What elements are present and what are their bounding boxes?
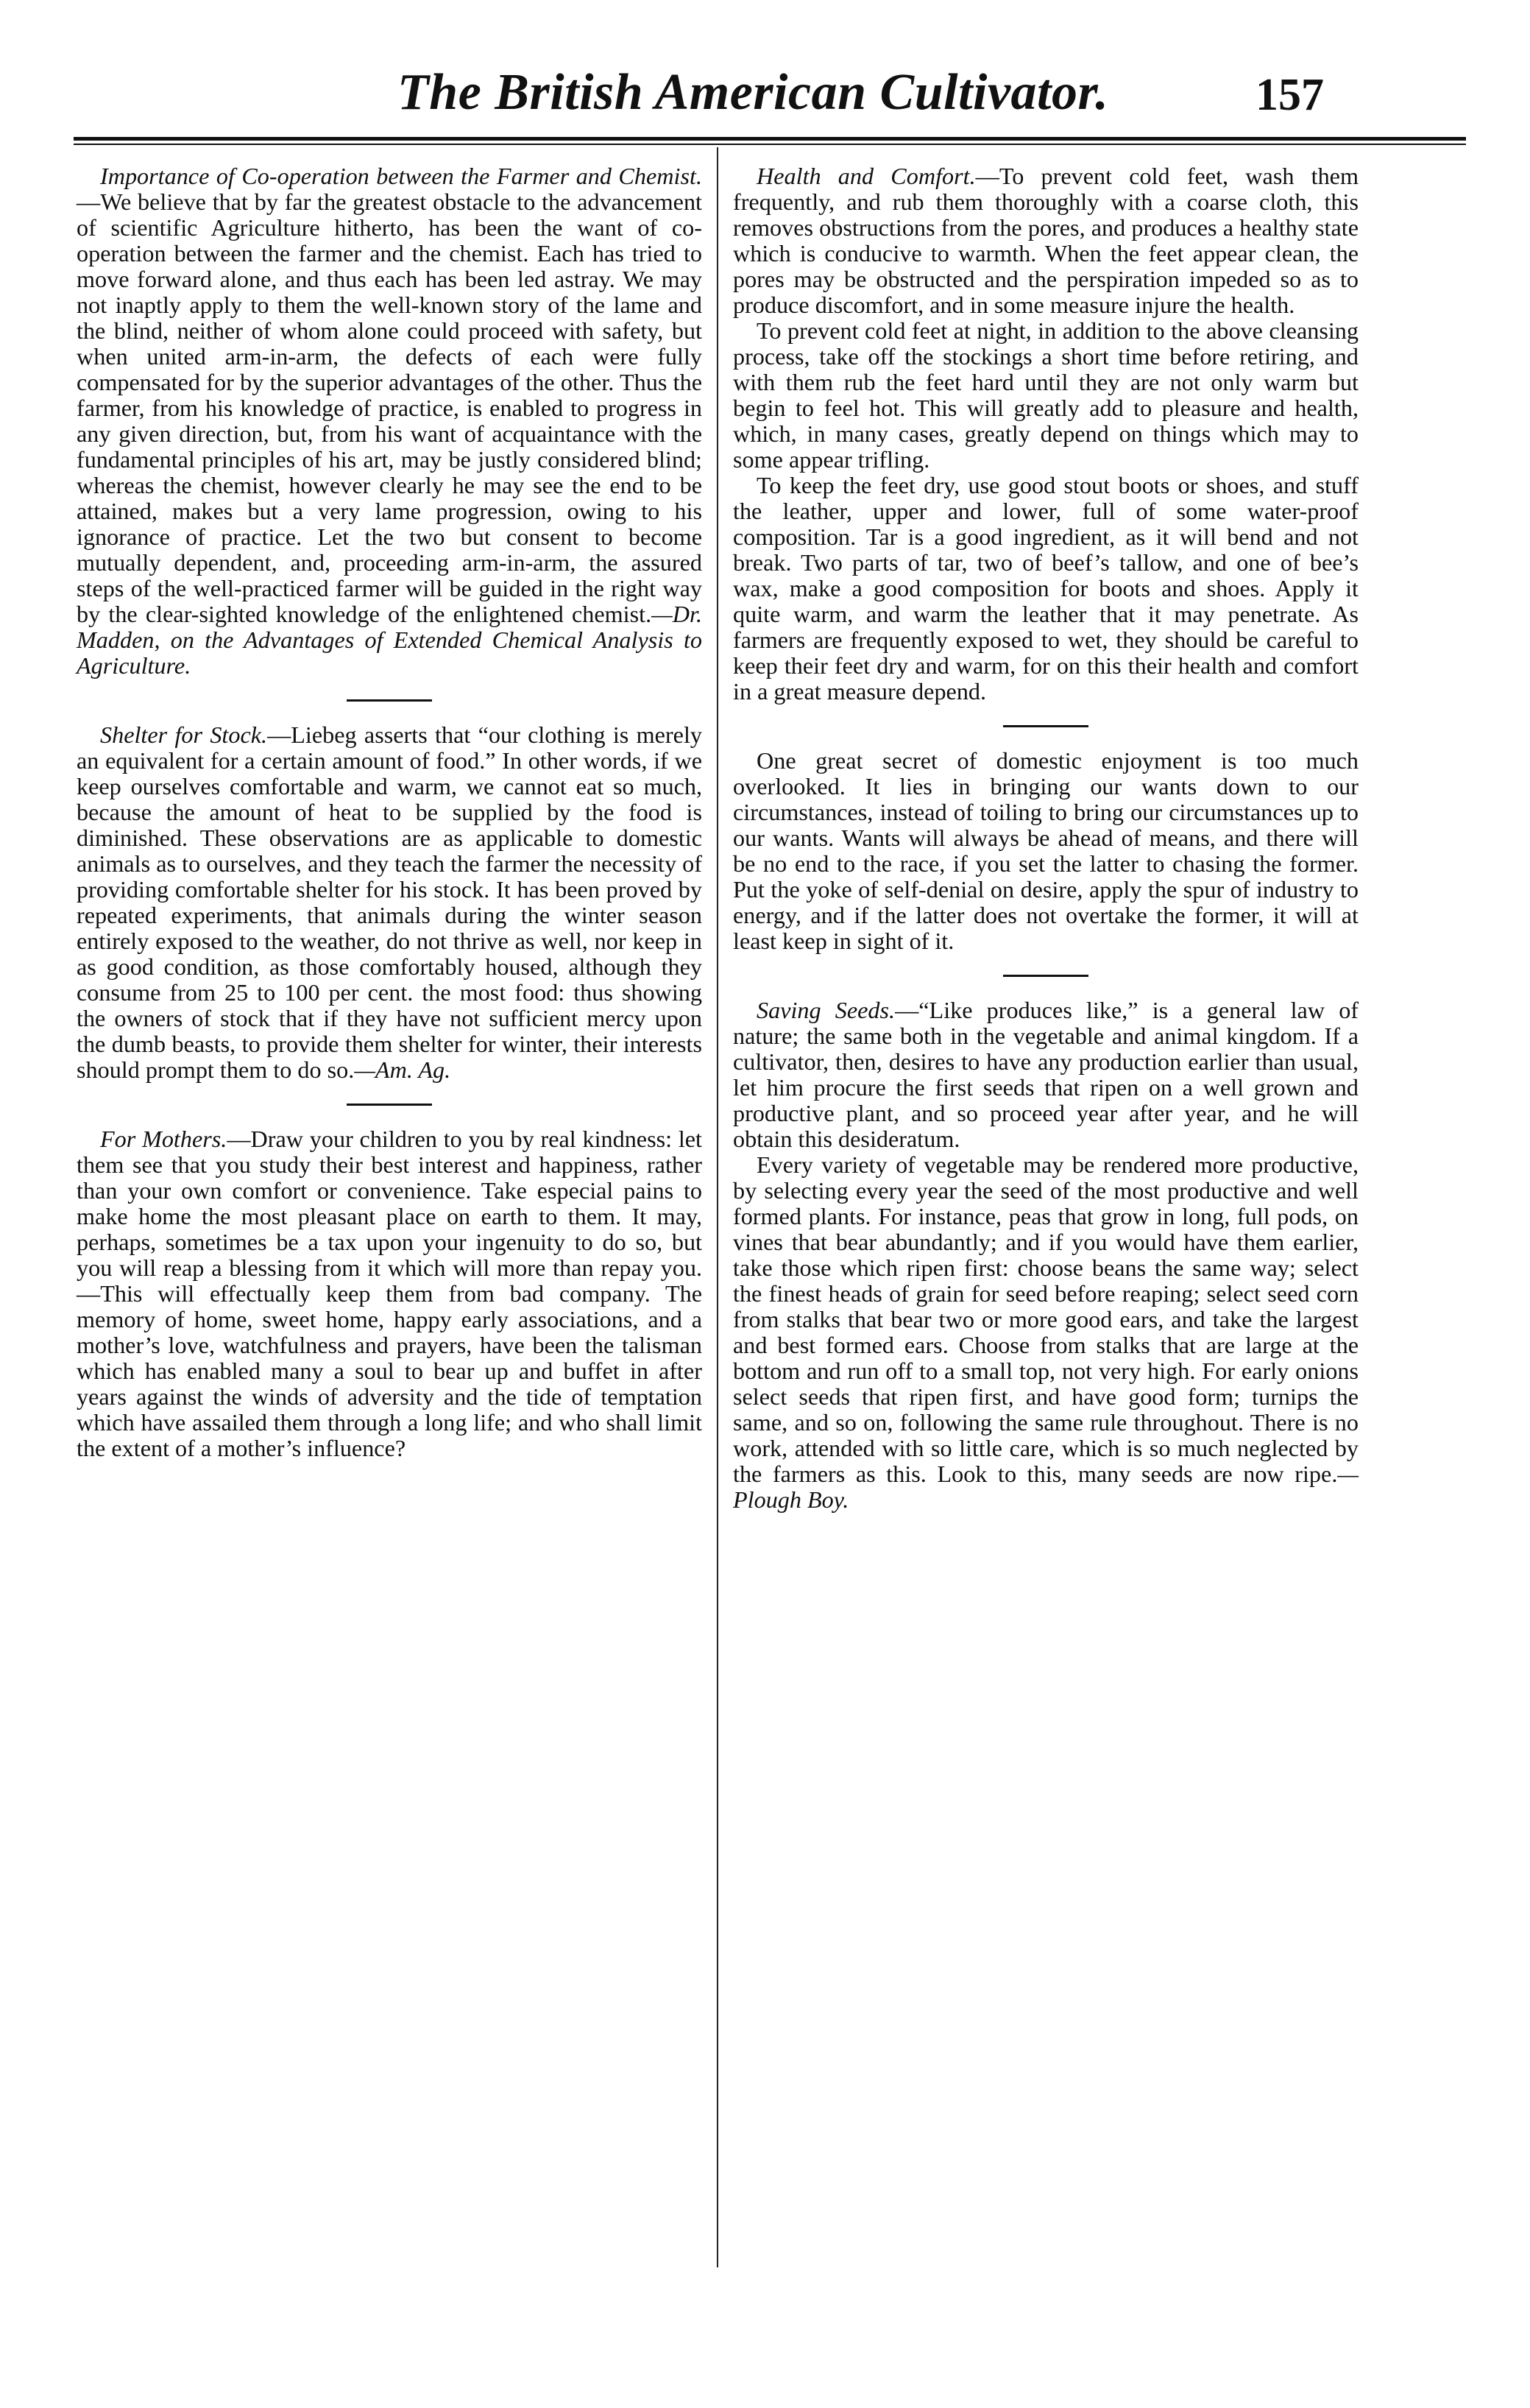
article-health [733, 163, 1359, 705]
right-column [733, 163, 1359, 1513]
article-seeds [733, 998, 1359, 1513]
article-health-body-1: —To prevent cold feet, wash them frequently, and rub them thoroughly with a coarse cloth, this removes obstructions from the pores, and produces a healthy state which is conducive to warmth. When the feet appear clean, the pores may be obstructed and the perspiration impeded so as to produce discomfort, and in some measure injure the health. [733, 163, 1359, 318]
article-seeds-attribution: —Plough Boy. [733, 1461, 1359, 1513]
article-health-title: Health and Comfort. [757, 163, 976, 189]
column-divider [717, 147, 718, 2267]
article-health-paragraph-3: To keep the feet dry, use good stout boots or shoes, and stuff the leather, upper and lower, full of some water-proof composition. Tar is a good ingredient, as it will bend and not break. Two parts of tar, two of beef’s tallow, and one of bee’s wax, make a good composition for boots and shoes. Apply it quite warm, and warm the leather that it may penetrate. As farmers are frequently exposed to wet, they should be careful to keep their feet dry and warm, for on this their health and comfort in a great measure depend. [733, 472, 1359, 705]
article-mothers [77, 1126, 702, 1461]
header-rule-thin [74, 144, 1466, 145]
article-health-paragraph-2: To prevent cold feet at night, in addition to the above cleansing process, take off the stockings a short time before retiring, and with them rub the feet hard until they are not only warm but begin to feel hot. This will greatly add to pleasure and health, which, in many cases, greatly depend on things which may to some appear trifling. [733, 317, 1359, 473]
article-mothers-title: For Mothers. [100, 1126, 227, 1152]
page-number: 157 [1255, 70, 1324, 120]
article-shelter [77, 722, 702, 1083]
article-cooperation-paragraph [77, 163, 702, 679]
article-seeds-body-2: Every variety of vegetable may be rendered more productive, by selecting every year the seed of the most productive and well formed plants. For instance, peas that grow in long, full pods, on vines that bear abundantly; and if you would have them earlier, take those which ripen first: choose beans the same way; select the finest heads of grain for seed before reaping; select seed corn from stalks that bear two or more good ears, and take the largest and best formed ears. Choose from stalks that are large at the bottom and run off to a small top, not very high. For early onions select seeds that ripen first, and have good form; turnips the same, and so on, following the same rule throughout. There is no work, attended with so little care, which is so much neglected by the farmers as this. Look to this, many seeds are now ripe. [733, 1151, 1359, 1487]
article-cooperation-body: —We believe that by far the greatest obstacle to the advancement of scientific Agriculture hitherto, has been the want of co-operation between the farmer and the chemist. Each has tried to move forward alone, and thus each has been led astray. We may not inaptly apply to them the well-known story of the lame and the blind, neither of whom alone could proceed with safety, but when united arm-in-arm, the defects of each were fully compensated for by the superior advantages of the other. Thus the farmer, from his knowledge of practice, is enabled to progress in any given direction, but, from his want of acquaintance with the fundamental principles of his art, may be justly considered blind; whereas the chemist, however clearly he may see the end to be attained, makes but a very lame progression, owing to his ignorance of practice. Let the two but consent to become mutually dependent, and, proceeding arm-in-arm, the assured steps of the well-practiced farmer will be guided in the right way by the clear-sighted knowledge of the enlightened chemist. [77, 188, 702, 627]
article-seeds-body-1: —“Like produces like,” is a general law of nature; the same both in the vegetable and animal kingdom. If a cultivator, then, desires to have any production earlier than usual, let him procure the first seeds that ripen on a well grown and productive plant, and so proceed year after year, and he will obtain this desideratum. [733, 997, 1359, 1152]
section-separator [1003, 975, 1088, 977]
article-seeds-paragraph-2 [733, 1152, 1359, 1513]
header-rule-thick [74, 137, 1466, 141]
article-health-paragraph-1 [733, 163, 1359, 318]
article-seeds-paragraph-1 [733, 998, 1359, 1152]
article-mothers-paragraph [77, 1126, 702, 1461]
article-cooperation-attribution: —Dr. Madden, on the Advantages of Extended Chemical Analysis to Agriculture. [77, 601, 702, 679]
article-shelter-title: Shelter for Stock. [100, 721, 268, 748]
article-cooperation-title: Importance of Co-operation between the Farmer and Chemist. [100, 163, 702, 189]
page-header-title: The British American Cultivator. [397, 64, 1109, 121]
article-shelter-attribution: —Am. Ag. [354, 1056, 451, 1083]
article-cooperation [77, 163, 702, 679]
section-separator [1003, 725, 1088, 727]
article-shelter-paragraph [77, 722, 702, 1083]
article-mothers-body: —Draw your children to you by real kindness: let them see that you study their best interest and happiness, rather than your own comfort or convenience. Take especial pains to make home the most pleasant place on earth to them. It may, perhaps, sometimes be a tax upon your ingenuity to do so, but you will reap a blessing from it which will more than repay you.—This will effectually keep them from bad company. The memory of home, sweet home, happy early associations, and a mother’s love, watchfulness and prayers, have been the talisman which has enabled many a soul to bear up and buffet in after years against the winds of adversity and the tide of temptation which have assailed them through a long life; and who shall limit the extent of a mother’s influence? [77, 1126, 702, 1461]
section-separator [347, 699, 432, 702]
article-domestic [733, 748, 1359, 954]
left-column [77, 163, 702, 1461]
article-domestic-paragraph: One great secret of domestic enjoyment is too much overlooked. It lies in bringing our wants down to our circumstances, instead of toiling to bring our circumstances up to our wants. Wants will always be ahead of means, and there will be no end to the race, if you set the latter to chasing the former. Put the yoke of self-denial on desire, apply the spur of industry to energy, and if the latter does not overtake the former, it will at least keep in sight of it. [733, 747, 1359, 954]
section-separator [347, 1104, 432, 1106]
article-seeds-title: Saving Seeds. [757, 997, 896, 1023]
article-shelter-body: —Liebeg asserts that “our clothing is merely an equivalent for a certain amount of food.” In other words, if we keep ourselves comfortable and warm, we cannot eat so much, because the amount of heat to be supplied by the food is diminished. These observations are as applicable to domestic animals as to ourselves, and they teach the farmer the necessity of providing comfortable shelter for his stock. It has been proved by repeated experiments, that animals during the winter season entirely exposed to the weather, do not thrive as well, nor keep in as good condition, as those comfortably housed, although they consume from 25 to 100 per cent. the most food: thus showing the owners of stock that if they have not sufficient mercy upon the dumb beasts, to provide them shelter for winter, their interests should prompt them to do so. [77, 721, 702, 1083]
